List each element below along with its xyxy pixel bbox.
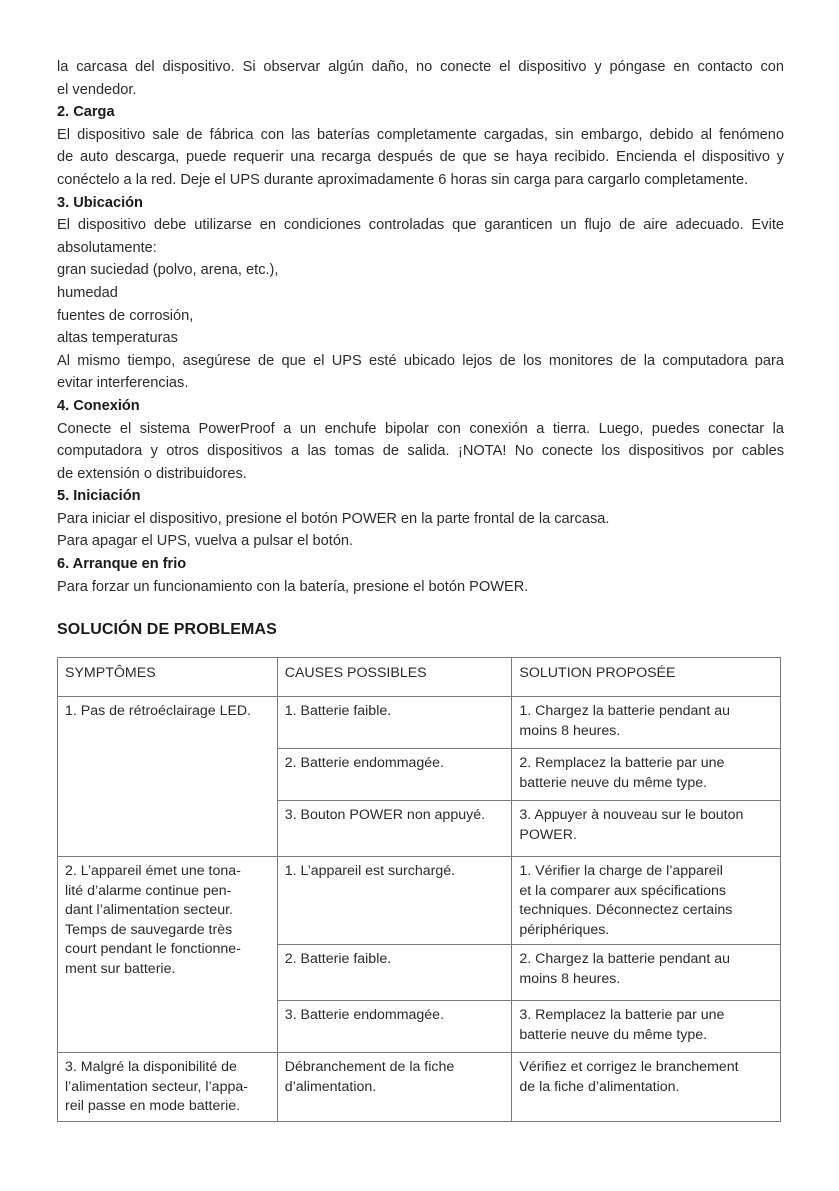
list-line: humedad <box>57 284 118 301</box>
cause-cell: 3. Batterie endommagée. <box>277 1001 512 1053</box>
cause-cell: 2. Batterie endommagée. <box>277 749 512 801</box>
cause-cell: 2. Batterie faible. <box>277 945 512 1001</box>
paragraph-line: El dispositivo debe utilizarse en condiciones controladas que garanticen un flujo de aire adecuado. Evite <box>57 217 784 234</box>
section-heading-carga: 2. Carga <box>57 104 115 121</box>
intro-line: la carcasa del dispositivo. Si observar algún daño, no conecte el dispositivo y póngase en contacto con <box>57 59 784 75</box>
paragraph-line: evitar interferencias. <box>57 375 189 392</box>
paragraph-line: absolutamente: <box>57 239 157 256</box>
header-causes: CAUSES POSSIBLES <box>277 658 512 697</box>
section-heading-iniciacion: 5. Iniciación <box>57 488 141 505</box>
paragraph-line: Para forzar un funcionamiento con la batería, presione el botón POWER. <box>57 578 529 595</box>
paragraph-line: computadora y otros dispositivos a las tomas de salida. ¡NOTA! No conecte los dispositivos por cables <box>57 443 784 460</box>
paragraph-line: de auto descarga, puede requerir una recarga después de que se haya recibido. Encienda el dispositivo y <box>57 149 784 166</box>
section-heading-ubicacion: 3. Ubicación <box>57 194 143 211</box>
troubleshooting-title: SOLUCIÓN DE PROBLEMAS <box>57 621 277 638</box>
symptom-cell: 3. Malgré la disponibilité de l’alimentation secteur, l’appa- reil passe en mode batterie. <box>58 1053 278 1122</box>
cause-cell: 3. Bouton POWER non appuyé. <box>277 801 512 857</box>
paragraph-line: Para iniciar el dispositivo, presione el botón POWER en la parte frontal de la carcasa. <box>57 510 610 527</box>
solution-cell: 1. Vérifier la charge de l’appareil et la comparer aux spécifications techniques. Déconnectez certains périphériques. <box>512 857 781 945</box>
symptom-cell: 2. L’appareil émet une tona- lité d’alarme continue pen- dant l’alimentation secteur. Temps de sauvegarde très court pendant le fonctionne- ment sur batterie. <box>58 857 278 1053</box>
table-row <box>58 857 781 945</box>
list-line: altas temperaturas <box>57 330 178 347</box>
cause-cell: 1. Batterie faible. <box>277 697 512 749</box>
paragraph-line: Para apagar el UPS, vuelva a pulsar el botón. <box>57 533 354 550</box>
solution-cell: 1. Chargez la batterie pendant au moins 8 heures. <box>512 697 781 749</box>
intro-line: el vendedor. <box>57 81 137 98</box>
solution-cell: 2. Remplacez la batterie par une batterie neuve du même type. <box>512 749 781 801</box>
paragraph-line: Conecte el sistema PowerProof a un enchufe bipolar con conexión a tierra. Luego, puedes conectar la <box>57 420 784 437</box>
paragraph-line: Al mismo tiempo, asegúrese de que el UPS esté ubicado lejos de los monitores de la computadora para <box>57 352 784 369</box>
solution-cell: Vérifiez et corrigez le branchement de la fiche d’alimentation. <box>512 1053 781 1122</box>
cause-cell: Débranchement de la fiche d’alimentation. <box>277 1053 512 1122</box>
solution-cell: 3. Remplacez la batterie par une batterie neuve du même type. <box>512 1001 781 1053</box>
paragraph-line: de extensión o distribuidores. <box>57 465 247 482</box>
cause-cell: 1. L’appareil est surchargé. <box>277 857 512 945</box>
list-line: gran suciedad (polvo, arena, etc.), <box>57 262 279 279</box>
list-line: fuentes de corrosión, <box>57 307 194 324</box>
header-symptoms: SYMPTÔMES <box>58 658 278 697</box>
table-row <box>58 697 781 749</box>
solution-cell: 2. Chargez la batterie pendant au moins 8 heures. <box>512 945 781 1001</box>
troubleshooting-table <box>57 657 781 1122</box>
paragraph-line: conéctelo a la red. Deje el UPS durante aproximadamente 6 horas sin carga para cargarlo completamente. <box>57 171 749 188</box>
document-body <box>57 56 784 598</box>
header-solution: SOLUTION PROPOSÉE <box>512 658 781 697</box>
table-row <box>58 1053 781 1122</box>
table-header-row <box>58 658 781 697</box>
symptom-cell: 1. Pas de rétroéclairage LED. <box>58 697 278 857</box>
paragraph-line: El dispositivo sale de fábrica con las baterías completamente cargadas, sin embargo, debido al fenómeno <box>57 126 784 143</box>
solution-cell: 3. Appuyer à nouveau sur le bouton POWER. <box>512 801 781 857</box>
section-heading-arranque: 6. Arranque en frio <box>57 556 187 573</box>
section-heading-conexion: 4. Conexión <box>57 397 140 414</box>
